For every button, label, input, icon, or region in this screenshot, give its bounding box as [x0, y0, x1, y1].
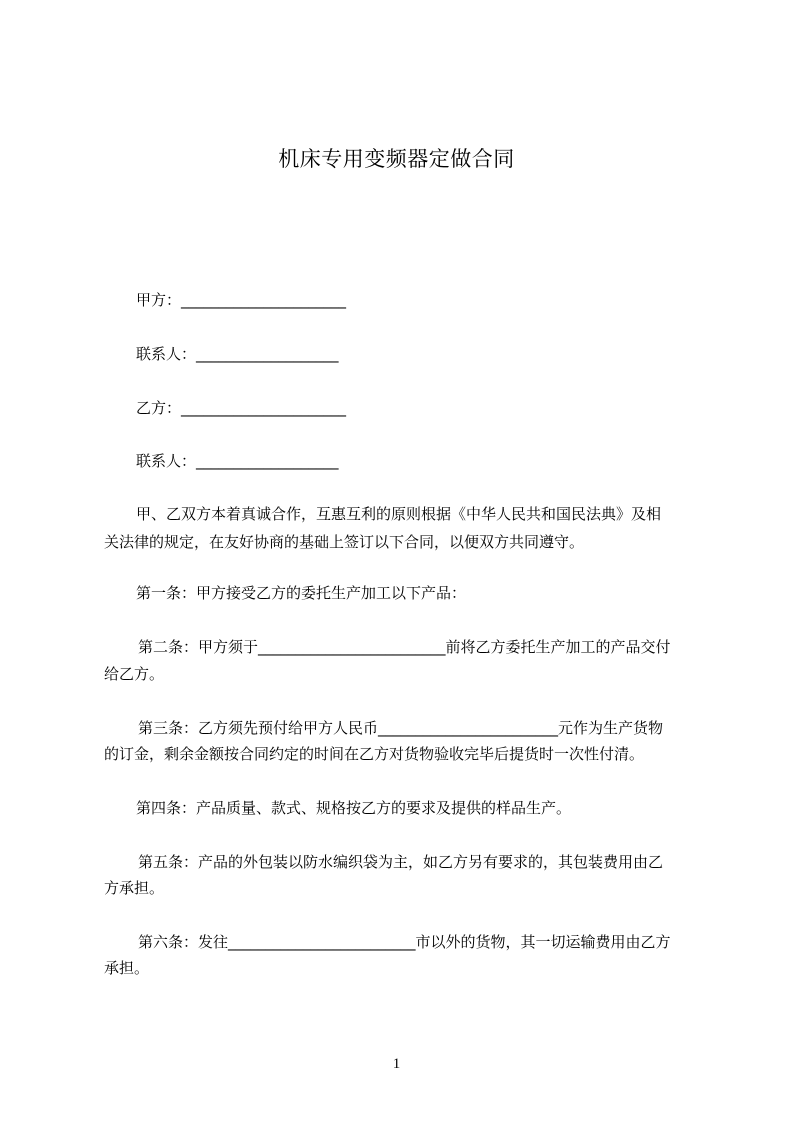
article-3-line-1: 第三条：乙方须先预付给甲方人民币________________________元作为生产货物: [138, 719, 664, 737]
party-b-field: 乙方：______________________: [136, 399, 347, 417]
article-2-line-2: 给乙方。: [104, 665, 165, 683]
article-2-line-1: 第二条：甲方须于_________________________前将乙方委托生产加工的产品交付: [138, 638, 671, 656]
article-4: 第四条：产品质量、款式、规格按乙方的要求及提供的样品生产。: [136, 799, 572, 817]
article-6-line-2: 承担。: [104, 959, 150, 977]
article-1: 第一条：甲方接受乙方的委托生产加工以下产品：: [136, 584, 467, 602]
party-a-field: 甲方：______________________: [136, 291, 347, 309]
article-5-line-1: 第五条：产品的外包装以防水编织袋为主，如乙方另有要求的，其包装费用由乙: [138, 853, 664, 871]
document-title: 机床专用变频器定做合同: [278, 147, 515, 171]
article-5-line-2: 方承担。: [104, 879, 165, 897]
page-number: 1: [392, 1056, 401, 1072]
article-3-line-2: 的订金，剩余金额按合同约定的时间在乙方对货物验收完毕后提货时一次性付清。: [104, 745, 645, 763]
preamble-line-1: 甲、乙双方本着真诚合作，互惠互利的原则根据《中华人民共和国民法典》及相: [136, 505, 662, 523]
preamble-line-2: 关法律的规定，在友好协商的基础上签订以下合同，以便双方共同遵守。: [104, 533, 585, 551]
party-a-contact-field: 联系人：___________________: [136, 345, 339, 363]
article-6-line-1: 第六条：发往_________________________市以外的货物，其一切运输费用由乙方: [138, 933, 671, 951]
party-b-contact-field: 联系人：___________________: [136, 452, 339, 470]
